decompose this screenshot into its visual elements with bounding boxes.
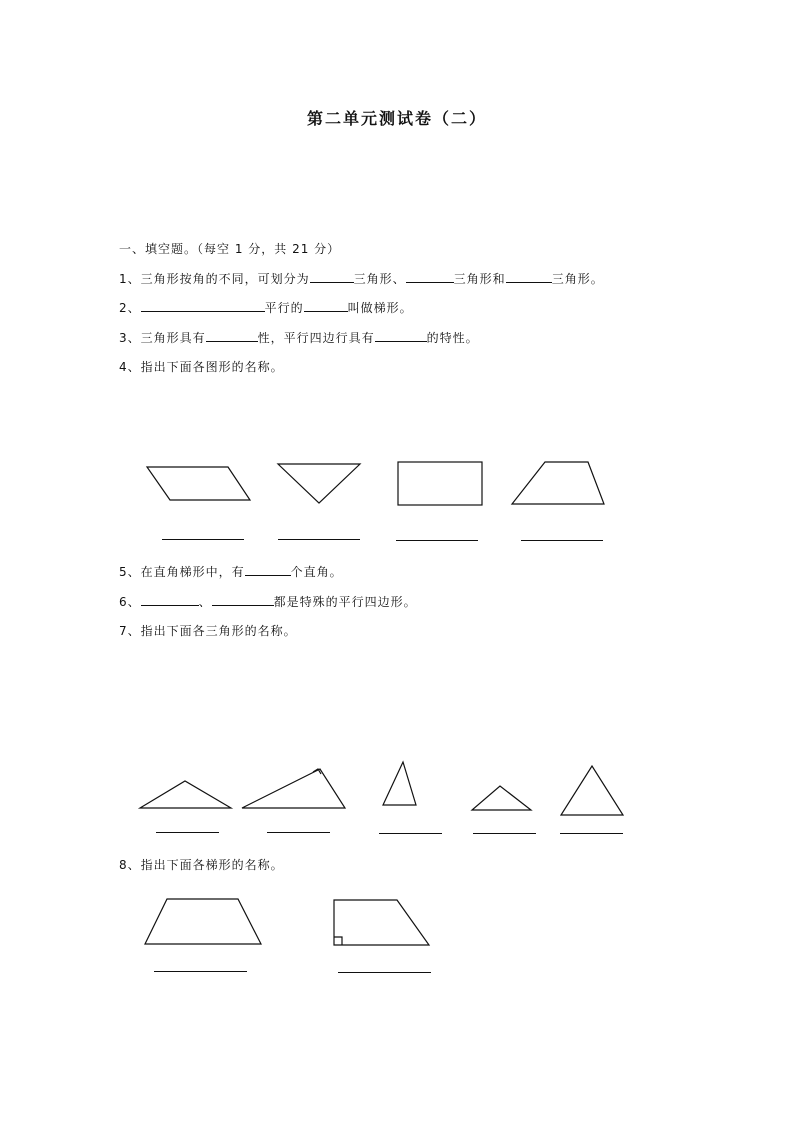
q1-text-a: 三角形按角的不同，可划分为 <box>140 272 310 286</box>
q7-text: 指出下面各三角形的名称。 <box>140 624 297 638</box>
section-heading: 一、填空题。（每空 1 分，共 21 分） <box>119 242 341 256</box>
q1-number: 1、 <box>119 272 141 286</box>
q4-number: 4、 <box>119 360 141 374</box>
q8-number: 8、 <box>119 858 141 872</box>
q5-text-a: 在直角梯形中，有 <box>140 565 245 579</box>
q5-text-b: 个直角。 <box>290 565 343 579</box>
q3-text-a: 三角形具有 <box>140 331 206 345</box>
q8-answer-line-1[interactable] <box>154 971 247 972</box>
q6-text-b: 都是特殊的平行四边形。 <box>273 595 417 609</box>
right-trapezoid-shape <box>334 900 429 945</box>
q3-text-c: 的特性。 <box>426 331 479 345</box>
q1-text-d: 三角形。 <box>551 272 604 286</box>
q2-text-b: 叫做梯形。 <box>347 301 413 315</box>
right-angle-mark <box>334 937 342 945</box>
q1-text-c: 三角形和 <box>453 272 506 286</box>
q2-number: 2、 <box>119 301 141 315</box>
isosceles-trapezoid-shape <box>145 899 261 944</box>
q7-number: 7、 <box>119 624 141 638</box>
q5-number: 5、 <box>119 565 141 579</box>
q3-number: 3、 <box>119 331 141 345</box>
q2-text-a: 平行的 <box>264 301 304 315</box>
q6-text-a: 、 <box>198 595 212 609</box>
q8-answer-line-2[interactable] <box>338 972 431 973</box>
q3-text-b: 性，平行四边行具有 <box>257 331 375 345</box>
q1-text-b: 三角形、 <box>353 272 406 286</box>
page-title: 第二单元测试卷（二） <box>306 109 487 128</box>
q8-text: 指出下面各梯形的名称。 <box>140 858 284 872</box>
q4-text: 指出下面各图形的名称。 <box>140 360 284 374</box>
q6-number: 6、 <box>119 595 141 609</box>
